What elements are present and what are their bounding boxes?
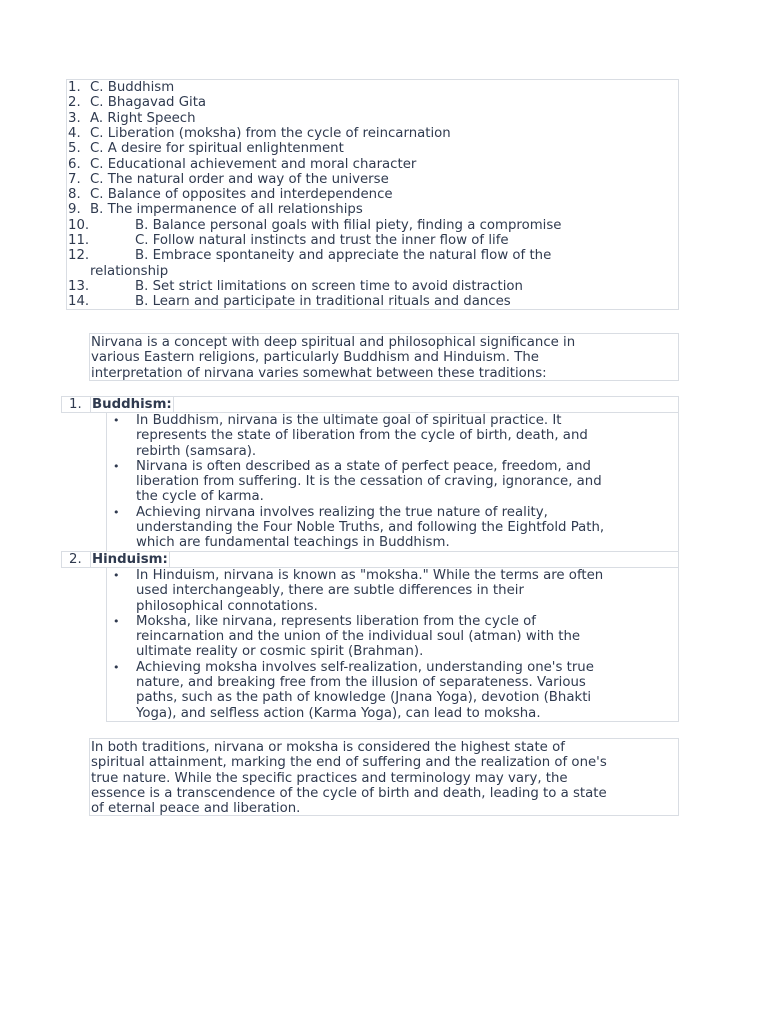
answer-text: B. Balance personal goals with filial piety, finding a compromise — [135, 217, 562, 233]
answer-number: 2. — [68, 95, 81, 111]
bullet-marker: • — [113, 505, 120, 519]
answer-text: A. Right Speech — [90, 110, 196, 126]
answer-number: 1. — [68, 80, 81, 95]
section-heading-hinduism — [61, 551, 679, 568]
bullet-marker: • — [113, 459, 120, 473]
bullet-line: liberation from suffering. It is the cessation of craving, ignorance, and — [136, 474, 602, 490]
answer-text: C. Follow natural instincts and trust the inner flow of life — [135, 233, 509, 248]
answer-text: B. Learn and participate in traditional rituals and dances — [135, 294, 511, 310]
answer-text: C. Balance of opposites and interdependence — [90, 187, 393, 203]
answer-number: 14. — [68, 294, 90, 310]
answer-number: 13. — [68, 278, 90, 294]
answer-text: C. Liberation (moksha) from the cycle of reincarnation — [90, 125, 451, 141]
answer-text: C. Bhagavad Gita — [90, 95, 207, 111]
bullet-marker: • — [113, 569, 120, 582]
answer-number: 10. — [68, 217, 90, 233]
bullet-line: represents the state of liberation from the cycle of birth, death, and — [136, 428, 588, 444]
section-heading-buddhism — [61, 396, 679, 413]
section-title: Buddhism: — [92, 397, 172, 412]
bullet-line: which are fundamental teachings in Buddhism. — [136, 535, 450, 551]
answer-number: 12. — [68, 248, 90, 264]
bullet-line: reincarnation and the union of the individual soul (atman) with the — [136, 629, 581, 645]
hinduism-bullet-list — [106, 568, 679, 722]
paragraph-line: various Eastern religions, particularly Buddhism and Hinduism. The — [91, 350, 539, 366]
bullet-line: used interchangeably, there are subtle differences in their — [136, 583, 524, 599]
paragraph-line: true nature. While the specific practices and terminology may vary, the — [91, 770, 568, 786]
section-title: Hinduism: — [92, 552, 168, 567]
answer-key-list — [66, 79, 679, 310]
section-number: 1. — [69, 397, 82, 412]
conclusion-paragraph — [89, 738, 679, 816]
answer-text: B. Embrace spontaneity and appreciate the natural flow of the — [135, 248, 552, 264]
answer-number: 3. — [68, 110, 81, 126]
answer-number: 8. — [68, 187, 81, 203]
answer-number: 7. — [68, 171, 81, 187]
answer-number: 6. — [68, 156, 81, 172]
answer-text: C. A desire for spiritual enlightenment — [90, 141, 344, 157]
bullet-line: In Buddhism, nirvana is the ultimate goal of spiritual practice. It — [136, 413, 562, 428]
bullet-line: Nirvana is often described as a state of perfect peace, freedom, and — [136, 458, 591, 474]
bullet-marker: • — [113, 414, 120, 427]
answer-number: 9. — [68, 202, 81, 218]
bullet-line: Achieving nirvana involves realizing the true nature of reality, — [136, 504, 548, 520]
bullet-line: Moksha, like nirvana, represents liberation from the cycle of — [136, 613, 536, 629]
paragraph-line: interpretation of nirvana varies somewhat between these traditions: — [91, 365, 547, 381]
answer-text: C. The natural order and way of the universe — [90, 171, 389, 187]
bullet-line: philosophical connotations. — [136, 598, 318, 614]
answer-number: 4. — [68, 125, 81, 141]
answer-text: B. Set strict limitations on screen time to avoid distraction — [135, 278, 523, 294]
bullet-line: understanding the Four Noble Truths, and following the Eightfold Path, — [136, 520, 605, 536]
paragraph-line: spiritual attainment, marking the end of suffering and the realization of one's — [91, 755, 607, 771]
answer-text: C. Educational achievement and moral character — [90, 156, 417, 172]
bullet-line: Yoga), and selfless action (Karma Yoga), can lead to moksha. — [136, 705, 541, 721]
section-number: 2. — [69, 552, 82, 567]
answer-text: C. Buddhism — [90, 80, 175, 95]
answer-text-continuation: relationship — [90, 263, 169, 279]
paragraph-line: of eternal peace and liberation. — [91, 801, 301, 817]
bullet-marker: • — [113, 660, 120, 674]
bullet-line: Achieving moksha involves self-realization, understanding one's true — [136, 659, 594, 675]
paragraph-line: In both traditions, nirvana or moksha is considered the highest state of — [91, 740, 565, 755]
bullet-line: rebirth (samsara). — [136, 443, 257, 459]
buddhism-bullet-list — [106, 413, 679, 552]
bullet-marker: • — [113, 614, 120, 628]
answer-text: B. The impermanence of all relationships — [90, 202, 363, 218]
paragraph-line: Nirvana is a concept with deep spiritual and philosophical significance in — [91, 335, 576, 350]
bullet-line: paths, such as the path of knowledge (Jnana Yoga), devotion (Bhakti — [136, 690, 592, 706]
answer-number: 5. — [68, 141, 81, 157]
answer-number: 11. — [68, 233, 90, 248]
bullet-line: nature, and breaking free from the illusion of separateness. Various — [136, 675, 586, 691]
bullet-line: In Hinduism, nirvana is known as "moksha." While the terms are often — [136, 568, 604, 583]
paragraph-line: essence is a transcendence of the cycle of birth and death, leading to a state — [91, 785, 607, 801]
bullet-line: the cycle of karma. — [136, 489, 264, 505]
bullet-line: ultimate reality or cosmic spirit (Brahman). — [136, 644, 424, 660]
intro-paragraph — [89, 333, 679, 381]
